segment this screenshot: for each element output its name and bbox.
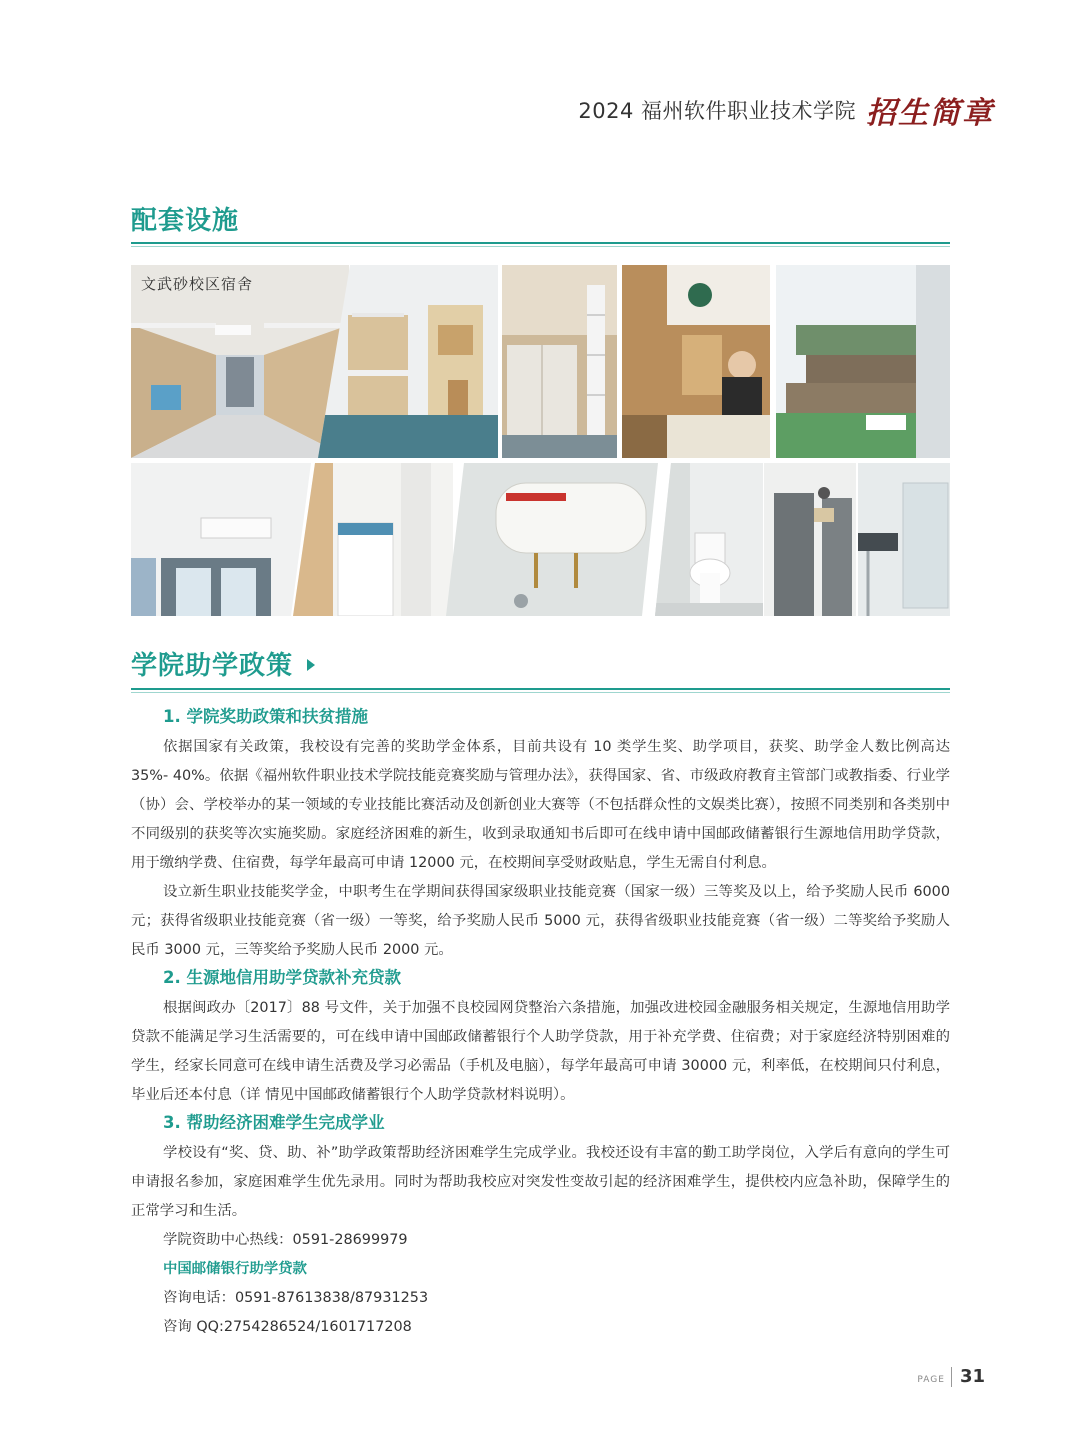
hotline: 学院资助中心热线：0591-28699979 — [163, 1232, 408, 1248]
paragraph: 学校设有“奖、贷、助、补”助学政策帮助经济困难学生完成学业。我校还设有丰富的勤工助学岗位，入学后有意向的学生可申请报名参加，家庭困难学生优先录用。同时为帮助我校应对突发性变故引起的经济困难学生，提供校内应急补助，保障学生的正常学习和生活。 — [131, 1145, 950, 1219]
photo-dorm-storage — [502, 265, 617, 458]
photo-air-conditioner — [131, 463, 311, 616]
section-heading: 2. 生源地信用助学贷款补充贷款 — [163, 968, 401, 987]
section-heading: 1. 学院奖助政策和扶贫措施 — [163, 707, 368, 726]
page-separator — [951, 1367, 952, 1387]
photo-bathroom-door — [764, 463, 856, 616]
paragraph: 设立新生职业技能奖学金，中职考生在学期间获得国家级职业技能竞赛（国家一级）三等奖及以上，给予奖励人民币 6000 元；获得省级职业技能竞赛（省一级）一等奖，给予奖励人民币 5000 元，获得省级职业技能竞赛（省一级）二等奖给予奖励人民币 3000 元，三等奖给予奖励人民币 2000 元。 — [131, 884, 950, 958]
policy-content — [131, 704, 950, 1342]
contact-qq: 咨询 QQ:2754286524/1601717208 — [163, 1319, 412, 1335]
photo-washing-machine — [293, 463, 453, 616]
header-brand: 招生简章 — [866, 96, 994, 131]
paragraph: 依据国家有关政策，我校设有完善的奖助学金体系，目前共设有 10 类学生奖、助学项目，获奖、助学金人数比例高达 35%- 40%。依据《福州软件职业技术学院技能竞赛奖励与管理办法》，获得国家、省、市级政府教育主管部门或教指委、行业学（协）会、学校举办的某一领域的专业技能比赛活动及创新创业大赛等（不包括群众性的文娱类比赛），按照不同类别和各类别中不同级别的获奖等次实施奖励。家庭经济困难的新生，收到录取通知书后即可在线申请中国邮政储蓄银行生源地信用助学贷款，用于缴纳学费、住宿费，每学年最高可申请 12000 元，在校期间享受财政贴息，学生无需自付利息。 — [131, 739, 950, 871]
facilities-title: 配套设施 — [131, 206, 240, 236]
page-label: PAGE — [917, 1374, 945, 1385]
section-heading: 3. 帮助经济困难学生完成学业 — [163, 1113, 385, 1132]
photo-library — [776, 265, 950, 458]
bank-loan-title: 中国邮储银行助学贷款 — [163, 1261, 307, 1277]
page-number: 31 — [959, 1366, 985, 1387]
page-header — [578, 88, 994, 132]
section-divider — [131, 242, 950, 244]
policy-title — [131, 645, 315, 682]
triangle-arrow-icon — [307, 659, 315, 671]
photo-water-heater — [446, 463, 658, 616]
photo-coffee-shop — [622, 265, 770, 458]
paragraph: 根据闽政办〔2017〕88 号文件，关于加强不良校园网贷整治六条措施，加强改进校园金融服务相关规定，生源地信用助学贷款不能满足学习生活需要的，可在线申请中国邮政储蓄银行个人助学贷款，用于补充学费、住宿费；对于家庭经济特别困难的学生，经家长同意可在线申请生活费及学习必需品（手机及电脑），每学年最高可申请 30000 元，利率低，在校期间只付利息，毕业后还本付息（详 情见中国邮政储蓄银行个人助学贷款材料说明）。 — [131, 1000, 950, 1103]
header-title: 2024 福州软件职业技术学院 — [578, 99, 856, 123]
photo-dorm-corridor — [131, 265, 349, 458]
photo-toilet — [655, 463, 763, 616]
policy-title-text: 学院助学政策 — [131, 651, 294, 681]
contact-phone: 咨询电话：0591-87613838/87931253 — [163, 1290, 429, 1306]
photo-shower — [858, 463, 950, 616]
section-divider — [131, 688, 950, 690]
photo-caption: 文武砂校区宿舍 — [141, 275, 254, 293]
page-number-block — [917, 1366, 985, 1387]
